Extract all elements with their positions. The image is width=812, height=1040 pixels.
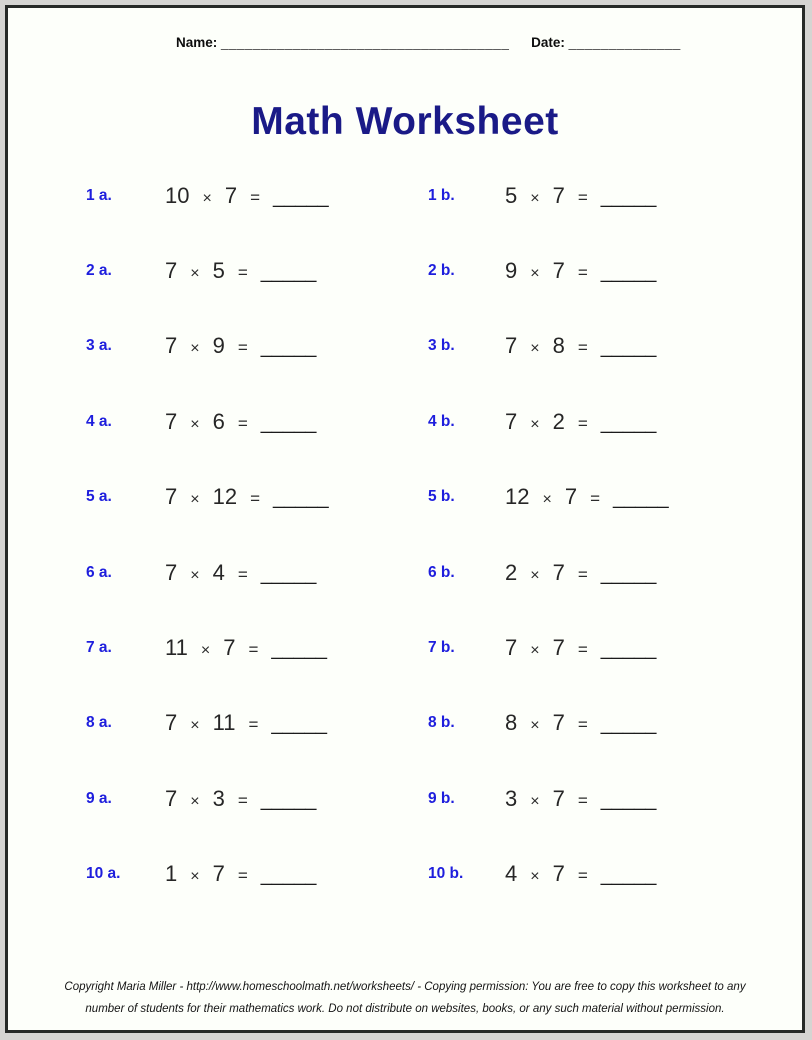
equals-sign: = xyxy=(237,338,248,358)
problem-b xyxy=(505,560,802,586)
factor-1: 7 xyxy=(505,635,518,661)
problem-label-a: 7 a. xyxy=(86,639,112,657)
factor-2: 8 xyxy=(552,333,565,359)
multiply-sign: × xyxy=(190,717,200,735)
factor-2: 5 xyxy=(212,258,225,284)
problem-row xyxy=(8,610,802,685)
equals-sign: = xyxy=(237,564,248,584)
factor-1: 7 xyxy=(165,258,178,284)
equals-sign: = xyxy=(250,187,261,207)
factor-1: 7 xyxy=(165,484,178,510)
problem-label-a: 1 a. xyxy=(86,186,112,204)
factor-2: 7 xyxy=(564,484,578,510)
multiply-sign: × xyxy=(190,415,200,433)
factor-2: 7 xyxy=(223,635,236,661)
multiply-sign: × xyxy=(530,415,540,433)
problem-label-b: 10 b. xyxy=(428,865,464,883)
factor-2: 7 xyxy=(552,785,565,811)
multiply-sign: × xyxy=(190,566,200,584)
header xyxy=(176,35,681,50)
problem-a xyxy=(165,560,428,586)
equals-sign: = xyxy=(577,263,588,283)
answer-blank: _____ xyxy=(600,864,657,887)
problem-a xyxy=(165,635,428,661)
answer-blank: _____ xyxy=(260,261,317,284)
multiply-sign: × xyxy=(190,340,200,358)
answer-blank: _____ xyxy=(273,487,329,510)
answer-blank: _____ xyxy=(271,713,327,736)
answer-blank: _____ xyxy=(273,185,329,208)
factor-2: 7 xyxy=(552,258,565,284)
factor-1: 10 xyxy=(165,182,190,208)
problem-b xyxy=(505,333,802,359)
name-label: Name: xyxy=(176,35,218,50)
date-label: Date: xyxy=(531,35,565,50)
factor-1: 7 xyxy=(505,333,518,359)
multiply-sign: × xyxy=(530,265,540,283)
footer xyxy=(8,977,802,1020)
equals-sign: = xyxy=(577,640,588,660)
answer-blank: _____ xyxy=(600,638,657,661)
problems-grid xyxy=(8,158,802,912)
answer-blank: _____ xyxy=(260,864,317,887)
problem-b xyxy=(505,409,802,435)
multiply-sign: × xyxy=(200,642,211,660)
factor-1: 7 xyxy=(165,710,178,736)
equals-sign: = xyxy=(577,413,588,433)
problem-label-a: 9 a. xyxy=(86,789,112,807)
footer-line-2: number of students for their mathematics work. Do not distribute on websites, books, or any such material without permission. xyxy=(85,1002,725,1015)
factor-1: 7 xyxy=(165,785,178,811)
multiply-sign: × xyxy=(530,792,540,810)
problem-row xyxy=(8,460,802,535)
multiply-sign: × xyxy=(530,868,540,886)
problem-b xyxy=(505,861,802,887)
factor-2: 11 xyxy=(212,710,236,736)
answer-blank: _____ xyxy=(613,487,669,510)
factor-2: 2 xyxy=(552,408,565,434)
equals-sign: = xyxy=(577,866,588,886)
problem-label-b: 4 b. xyxy=(428,412,455,430)
problem-row xyxy=(8,158,802,233)
multiply-sign: × xyxy=(202,189,212,207)
multiply-sign: × xyxy=(542,491,552,509)
factor-2: 9 xyxy=(212,333,225,359)
factor-1: 1 xyxy=(165,861,178,887)
problem-label-a: 2 a. xyxy=(86,262,112,280)
problem-label-a: 5 a. xyxy=(86,488,112,506)
multiply-sign: × xyxy=(190,491,200,509)
factor-2: 7 xyxy=(552,710,565,736)
equals-sign: = xyxy=(590,489,601,509)
multiply-sign: × xyxy=(530,566,540,584)
problem-a xyxy=(165,484,428,510)
problem-label-b: 5 b. xyxy=(428,488,455,506)
answer-blank: _____ xyxy=(600,185,657,208)
problem-label-a: 8 a. xyxy=(86,714,112,732)
equals-sign: = xyxy=(577,790,588,810)
equals-sign: = xyxy=(577,715,588,735)
equals-sign: = xyxy=(237,263,248,283)
multiply-sign: × xyxy=(190,792,200,810)
problem-label-b: 9 b. xyxy=(428,789,455,807)
multiply-sign: × xyxy=(190,265,200,283)
problem-label-b: 2 b. xyxy=(428,262,455,280)
problem-b xyxy=(505,710,802,736)
problem-row xyxy=(8,761,802,836)
equals-sign: = xyxy=(237,790,248,810)
factor-1: 7 xyxy=(165,333,178,359)
factor-1: 8 xyxy=(505,710,518,736)
answer-blank: _____ xyxy=(260,788,317,811)
factor-1: 7 xyxy=(505,408,518,434)
problem-a xyxy=(165,258,428,284)
problem-a xyxy=(165,183,428,209)
multiply-sign: × xyxy=(530,189,540,207)
answer-blank: _____ xyxy=(260,562,317,585)
problem-a xyxy=(165,333,428,359)
answer-blank: _____ xyxy=(260,336,317,359)
problem-a xyxy=(165,710,428,736)
answer-blank: _____ xyxy=(260,411,317,434)
date-blank-line: ______________ xyxy=(568,35,681,50)
problem-b xyxy=(505,183,802,209)
multiply-sign: × xyxy=(530,642,540,660)
multiply-sign: × xyxy=(530,717,540,735)
answer-blank: _____ xyxy=(600,788,657,811)
problem-label-b: 3 b. xyxy=(428,337,455,355)
factor-2: 4 xyxy=(212,559,225,585)
worksheet-page xyxy=(5,5,805,1033)
problem-label-b: 7 b. xyxy=(428,639,455,657)
name-blank-line: ____________________________________ xyxy=(221,35,510,50)
problem-b xyxy=(505,786,802,812)
problem-label-a: 6 a. xyxy=(86,563,112,581)
problem-a xyxy=(165,409,428,435)
problem-b xyxy=(505,635,802,661)
footer-line-1: Copyright Maria Miller - http://www.homeschoolmath.net/worksheets/ - Copying permission: You are free to copy this worksheet to any xyxy=(64,981,746,994)
equals-sign: = xyxy=(577,338,588,358)
problem-row xyxy=(8,535,802,610)
answer-blank: _____ xyxy=(600,562,657,585)
answer-blank: _____ xyxy=(271,638,327,661)
factor-1: 2 xyxy=(505,559,518,585)
problem-row xyxy=(8,686,802,761)
multiply-sign: × xyxy=(530,340,540,358)
answer-blank: _____ xyxy=(600,411,657,434)
problem-label-a: 4 a. xyxy=(86,412,112,430)
factor-2: 6 xyxy=(212,408,225,434)
factor-2: 7 xyxy=(552,861,565,887)
factor-1: 3 xyxy=(505,785,518,811)
factor-1: 4 xyxy=(505,861,518,887)
problem-label-a: 10 a. xyxy=(86,865,121,883)
equals-sign: = xyxy=(577,564,588,584)
problem-row xyxy=(8,837,802,912)
answer-blank: _____ xyxy=(600,713,657,736)
problem-label-a: 3 a. xyxy=(86,337,112,355)
equals-sign: = xyxy=(248,715,259,735)
factor-2: 7 xyxy=(212,861,225,887)
factor-1: 12 xyxy=(505,484,530,510)
equals-sign: = xyxy=(237,866,248,886)
problem-b xyxy=(505,258,802,284)
equals-sign: = xyxy=(237,413,248,433)
problem-a xyxy=(165,861,428,887)
factor-2: 7 xyxy=(552,559,565,585)
factor-1: 7 xyxy=(165,559,178,585)
factor-2: 7 xyxy=(552,635,565,661)
factor-1: 7 xyxy=(165,408,178,434)
problem-label-b: 8 b. xyxy=(428,714,455,732)
page-title: Math Worksheet xyxy=(251,100,559,143)
answer-blank: _____ xyxy=(600,336,657,359)
problem-row xyxy=(8,233,802,308)
equals-sign: = xyxy=(577,187,588,207)
multiply-sign: × xyxy=(190,868,200,886)
equals-sign: = xyxy=(250,489,261,509)
problem-b xyxy=(505,484,802,510)
factor-2: 7 xyxy=(552,182,565,208)
equals-sign: = xyxy=(248,640,259,660)
answer-blank: _____ xyxy=(600,261,657,284)
factor-1: 11 xyxy=(165,635,188,661)
problem-label-b: 1 b. xyxy=(428,186,455,204)
factor-1: 9 xyxy=(505,258,518,284)
problem-a xyxy=(165,786,428,812)
factor-1: 5 xyxy=(505,182,518,208)
factor-2: 7 xyxy=(224,182,238,208)
problem-row xyxy=(8,384,802,459)
problem-label-b: 6 b. xyxy=(428,563,455,581)
factor-2: 3 xyxy=(212,785,225,811)
factor-2: 12 xyxy=(212,484,238,510)
problem-row xyxy=(8,309,802,384)
